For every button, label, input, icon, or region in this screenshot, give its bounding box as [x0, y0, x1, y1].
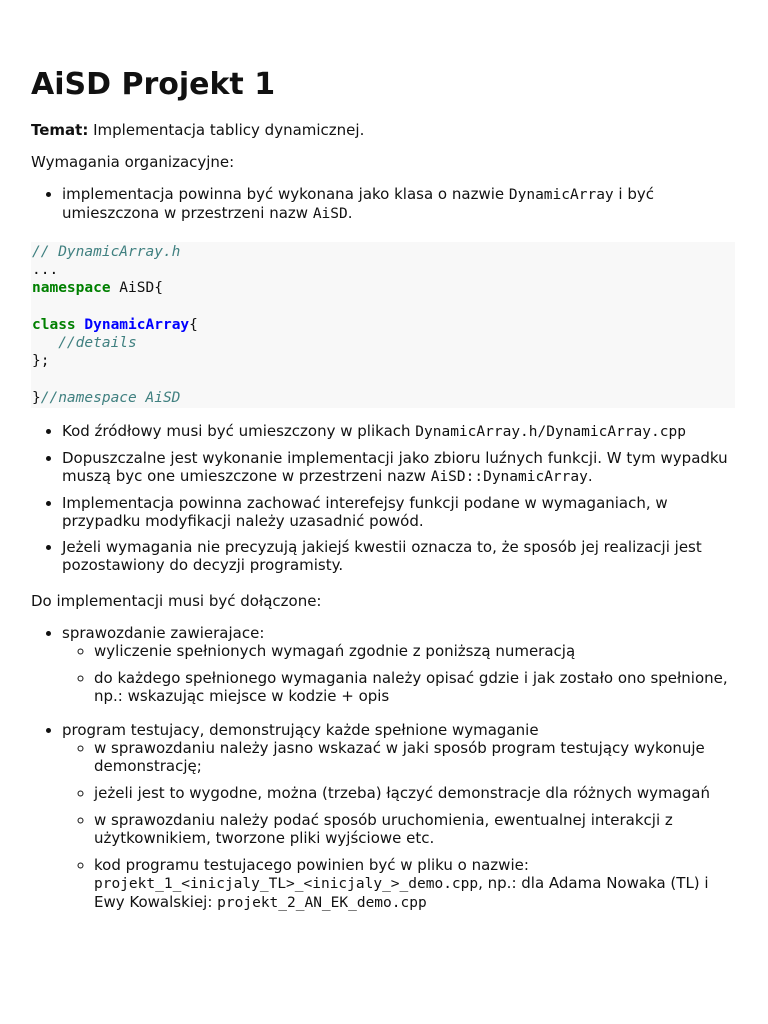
- code-comment: //details: [58, 335, 137, 352]
- code-comment: // DynamicArray.h: [32, 244, 181, 260]
- code-keyword: namespace: [32, 280, 111, 297]
- sublist-item: ◦ wyliczenie spełnionych wymagań zgodnie z poniższą numeracją: [94, 642, 736, 660]
- code-line: ...: [32, 262, 59, 279]
- code-line: {: [189, 316, 198, 333]
- rules-list: [31, 422, 736, 574]
- code-line: };: [32, 353, 50, 370]
- program-sublist: [62, 739, 736, 912]
- page-title: AiSD Projekt 1: [31, 67, 276, 102]
- inline-code: AiSD::DynamicArray: [430, 469, 588, 485]
- list-item: • Kod źródłowy musi być umieszczony w plikach DynamicArray.h/DynamicArray.cpp: [62, 422, 736, 441]
- code-class-name: DynamicArray: [84, 316, 190, 333]
- topic-text: Implementacja tablicy dynamicznej.: [88, 121, 365, 139]
- sublist-item: ◦ do każdego spełnionego wymagania należy opisać gdzie i jak zostało ono spełnione, np.: wskazując miejsce w kodzie + opis: [94, 669, 736, 705]
- inline-code: projekt_2_AN_EK_demo.cpp: [217, 895, 427, 911]
- code-block: [31, 242, 735, 408]
- deliverables-list: [31, 624, 736, 921]
- sublist-item: ◦ kod programu testujacego powinien być w pliku o nazwie: projekt_1_<inicjaly_TL>_<inicjaly_>_demo.cpp, np.: dla Adama Nowaka (TL) i Ewy Kowalskiej: projekt_2_AN_EK_demo.cpp: [94, 856, 736, 912]
- inline-code: AiSD: [312, 206, 348, 222]
- code-line: }: [32, 389, 41, 406]
- list-item-report: • sprawozdanie zawierajace: ◦ wyliczenie spełnionych wymagań zgodnie z poniższą numeracją ◦ do każdego spełnionego wymagania należy opisać gdzie i jak zostało ono spełnione, np.: wskazując miejsce w kodzie + opis: [62, 624, 736, 705]
- report-sublist: [62, 642, 736, 705]
- include-intro: Do implementacji musi być dołączone:: [31, 592, 322, 610]
- topic-line: [31, 121, 364, 139]
- code-line: AiSD{: [110, 280, 163, 297]
- inline-code: DynamicArray: [508, 187, 614, 203]
- requirements-intro: Wymagania organizacyjne:: [31, 153, 235, 171]
- list-item: • implementacja powinna być wykonana jako klasa o nazwie DynamicArray i być umieszczona w przestrzeni nazw AiSD.: [62, 185, 736, 223]
- sublist-item: ◦ jeżeli jest to wygodne, można (trzeba) łączyć demonstracje dla różnych wymagań: [94, 784, 736, 802]
- code-keyword: class: [32, 316, 76, 333]
- inline-code: DynamicArray.h/DynamicArray.cpp: [415, 424, 686, 440]
- inline-code: projekt_1_<inicjaly_TL>_<inicjaly_>_demo.cpp: [94, 876, 479, 892]
- list-item: • Jeżeli wymagania nie precyzują jakiejś kwestii oznacza to, że sposób jej realizacji jest pozostawiony do decyzji programisty.: [62, 538, 736, 574]
- code-comment: //namespace AiSD: [40, 389, 181, 406]
- sublist-item: ◦ w sprawozdaniu należy jasno wskazać w jaki sposób program testujący wykonuje demonstrację;: [94, 739, 736, 775]
- sublist-item: ◦ w sprawozdaniu należy podać sposób uruchomienia, ewentualnej interakcji z użytkownikiem, tworzone pliki wyjściowe etc.: [94, 811, 736, 847]
- requirements-list: [31, 185, 736, 223]
- list-item-program: • program testujacy, demonstrujący każde spełnione wymaganie ◦ w sprawozdaniu należy jasno wskazać w jaki sposób program testujący wykonuje demonstrację; ◦ jeżeli jest to wygodne, można (trzeba) łączyć demonstracje dla różnych wymagań ◦ w sprawozdaniu należy podać sposób uruchomienia, ewentualnej interakcji z użytkownikiem, tworzone pliki wyjściowe etc. ◦ kod programu testujacego powinien być w pliku o nazwie: projekt_1_<inicjaly_TL>_<inicjaly_>_demo.cpp, np.: dla Adama Nowaka (TL) i Ewy Kowalskiej: projekt_2_AN_EK_demo.cpp: [62, 721, 736, 912]
- list-item: • Implementacja powinna zachować interefejsy funkcji podane w wymaganiach, w przypadku modyfikacji należy uzasadnić powód.: [62, 494, 736, 530]
- list-item: • Dopuszczalne jest wykonanie implementacji jako zbioru luźnych funkcji. W tym wypadku muszą byc one umieszczone w przestrzeni nazw AiSD::DynamicArray.: [62, 449, 736, 486]
- topic-label: Temat:: [31, 121, 89, 139]
